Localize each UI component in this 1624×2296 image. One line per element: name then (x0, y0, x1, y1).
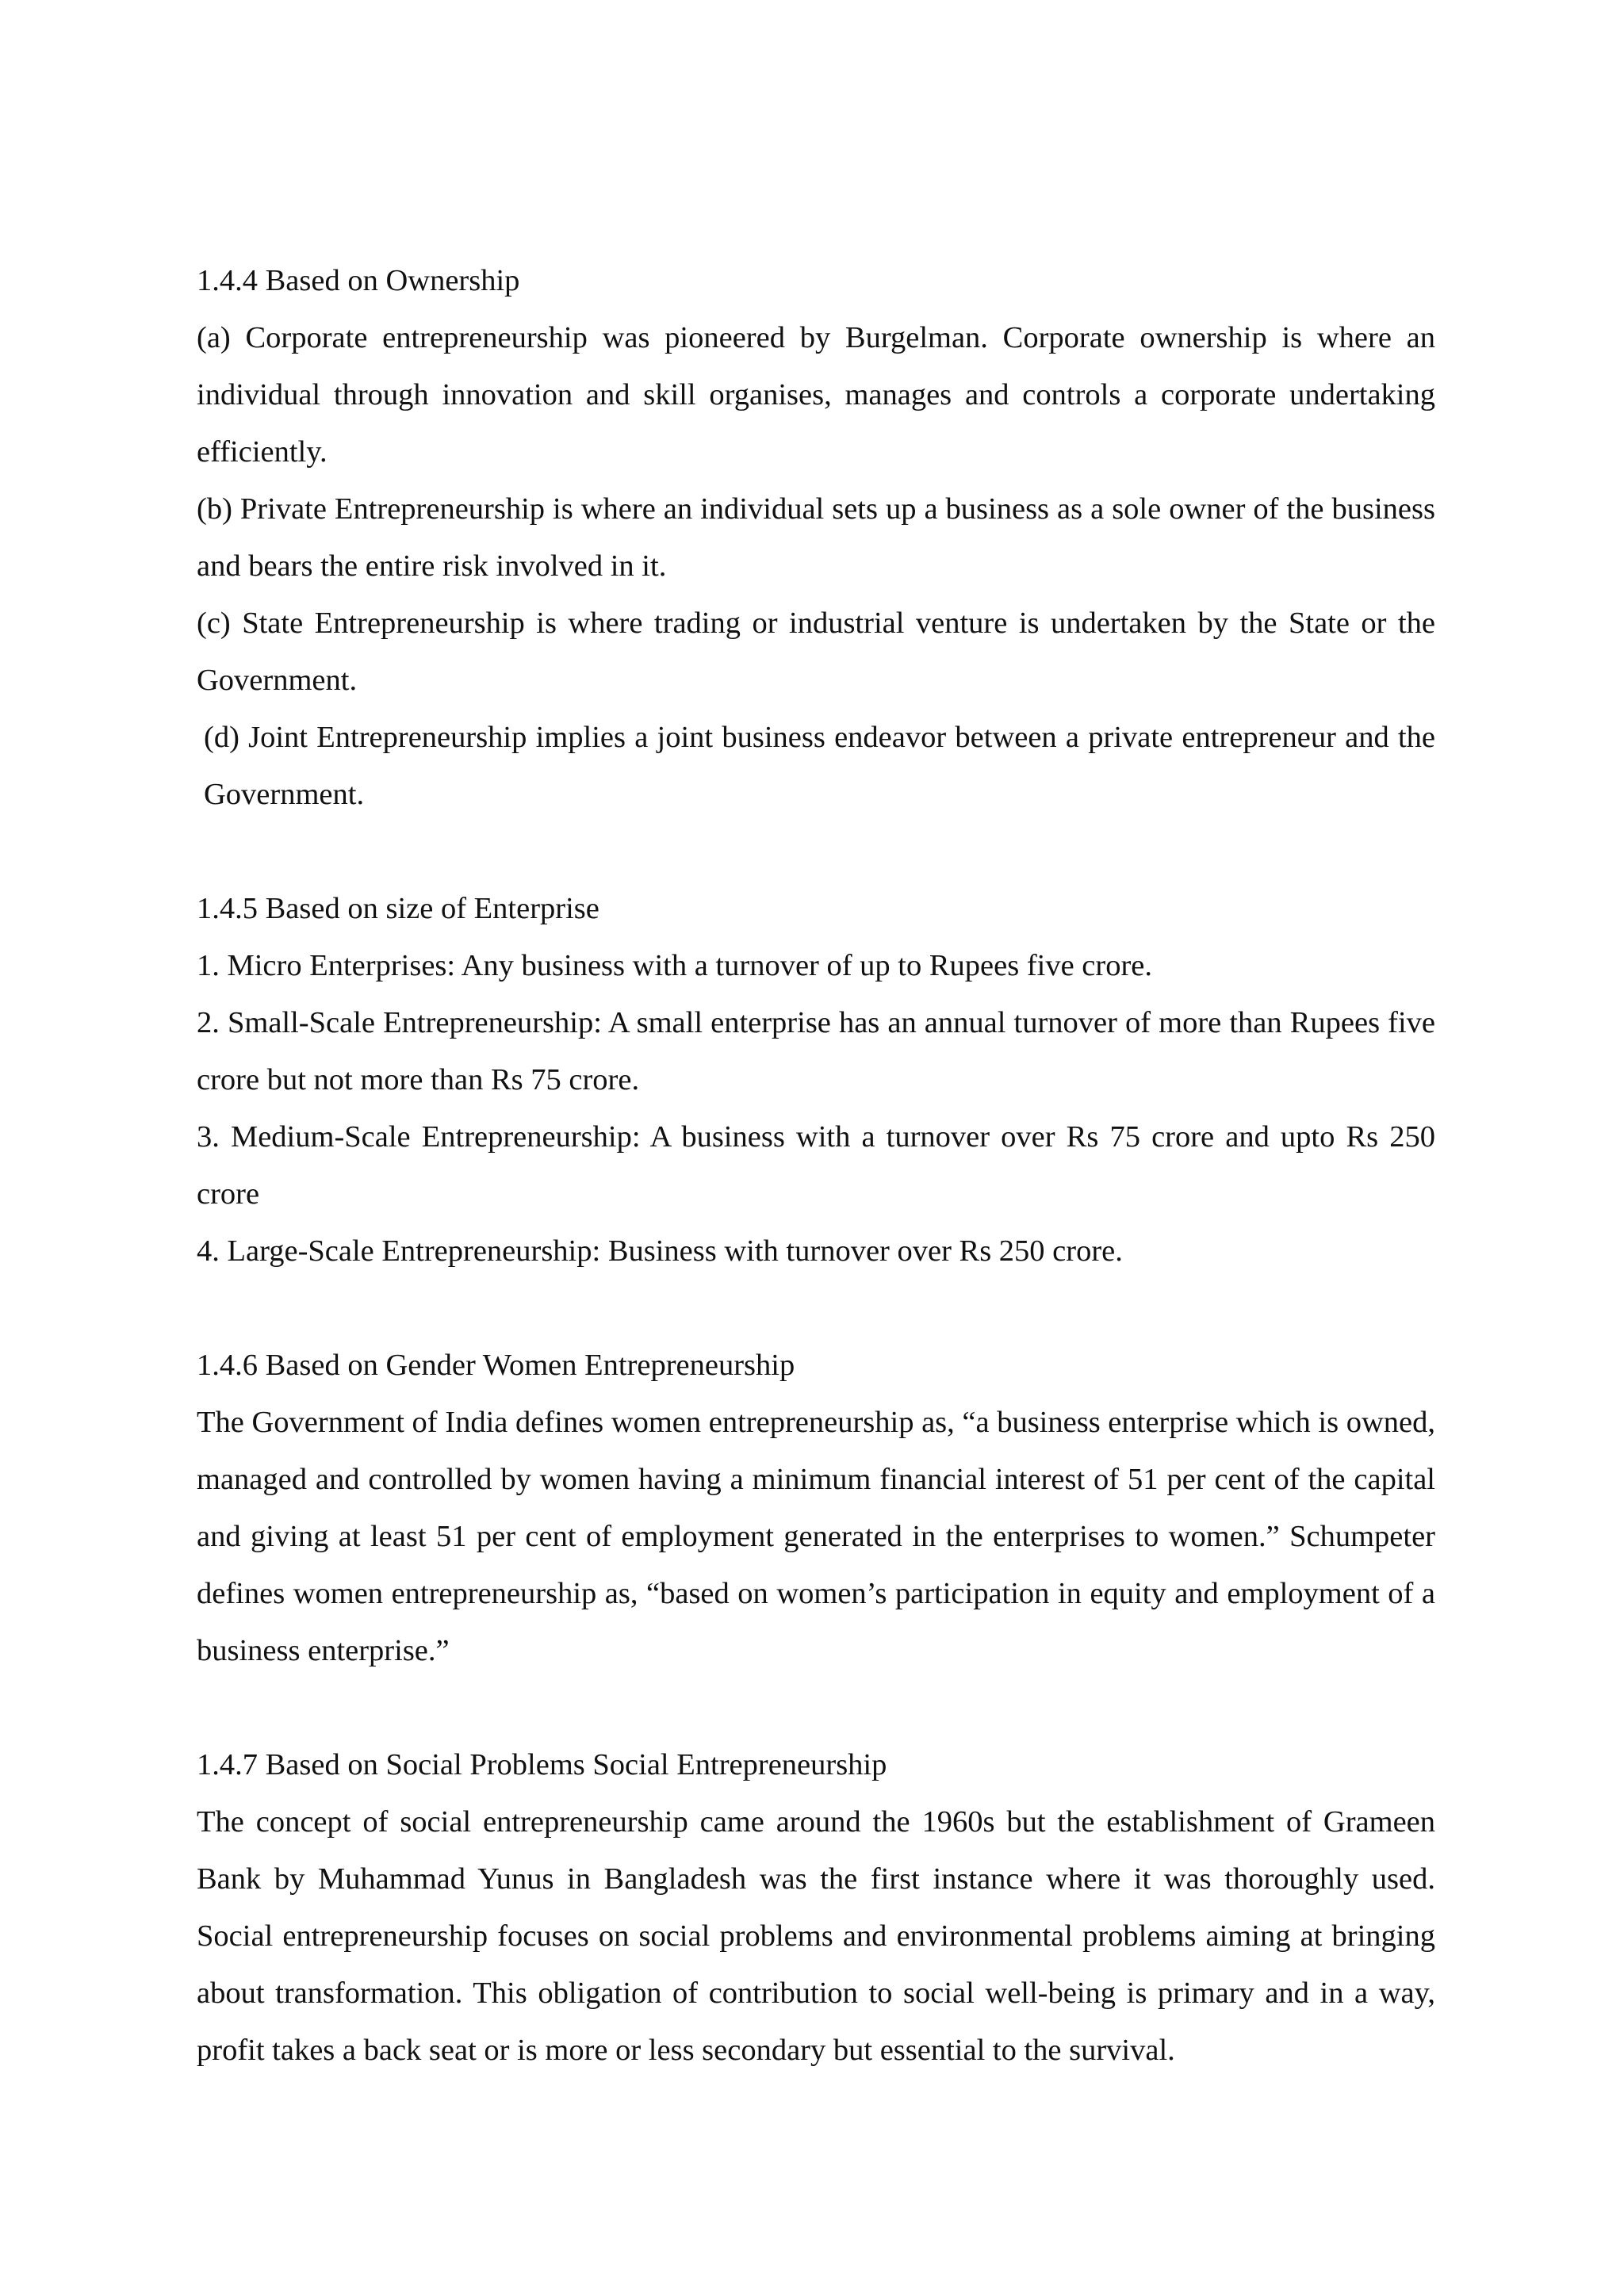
section-heading: 1.4.6 Based on Gender Women Entrepreneurship (197, 1349, 795, 1382)
list-item-small: 2. Small-Scale Entrepreneurship: A small enterprise has an annual turnover of more than Rupees five crore but not more than Rs 75 crore. (197, 1006, 1435, 1096)
section-ownership (197, 252, 1435, 823)
paragraph-private: (b) Private Entrepreneurship is where an individual sets up a business as a sole owner of the business and bears the entire risk involved in it. (197, 492, 1435, 583)
section-social (197, 1736, 1435, 2079)
section-size (197, 880, 1435, 1280)
list-item-large: 4. Large-Scale Entrepreneurship: Business with turnover over Rs 250 crore. (197, 1234, 1123, 1268)
document-page (197, 252, 1435, 2079)
section-gender (197, 1337, 1435, 1679)
list-item-micro: 1. Micro Enterprises: Any business with a turnover of up to Rupees five crore. (197, 949, 1153, 982)
list-item-medium: 3. Medium-Scale Entrepreneurship: A business with a turnover over Rs 75 crore and upto Rs 250 crore (197, 1120, 1435, 1211)
paragraph-social-entrepreneurship: The concept of social entrepreneurship came around the 1960s but the establishment of Grameen Bank by Muhammad Yunus in Bangladesh was the first instance where it was thoroughly used. Social entrepreneurship focuses on social problems and environmental problems aiming at bringing about transformation. This obligation of contribution to social well-being is primary and in a way, profit takes a back seat or is more or less secondary but essential to the survival. (197, 1805, 1435, 2067)
section-heading: 1.4.4 Based on Ownership (197, 264, 520, 297)
paragraph-corporate: (a) Corporate entrepreneurship was pioneered by Burgelman. Corporate ownership is where an individual through innovation and skill organises, manages and controls a corporate undertaking efficiently. (197, 321, 1435, 469)
paragraph-women-entrepreneurship: The Government of India defines women entrepreneurship as, “a business enterprise which is owned, managed and controlled by women having a minimum financial interest of 51 per cent of the capital and giving at least 51 per cent of employment generated in the enterprises to women.” Schumpeter defines women entrepreneurship as, “based on women’s participation in equity and employment of a business enterprise.” (197, 1406, 1435, 1667)
section-heading: 1.4.5 Based on size of Enterprise (197, 892, 599, 925)
paragraph-state: (c) State Entrepreneurship is where trading or industrial venture is undertaken by the State or the Government. (197, 607, 1435, 697)
paragraph-joint: (d) Joint Entrepreneurship implies a joint business endeavor between a private entrepreneur and the Government. (204, 721, 1435, 811)
section-heading: 1.4.7 Based on Social Problems Social Entrepreneurship (197, 1748, 887, 1781)
